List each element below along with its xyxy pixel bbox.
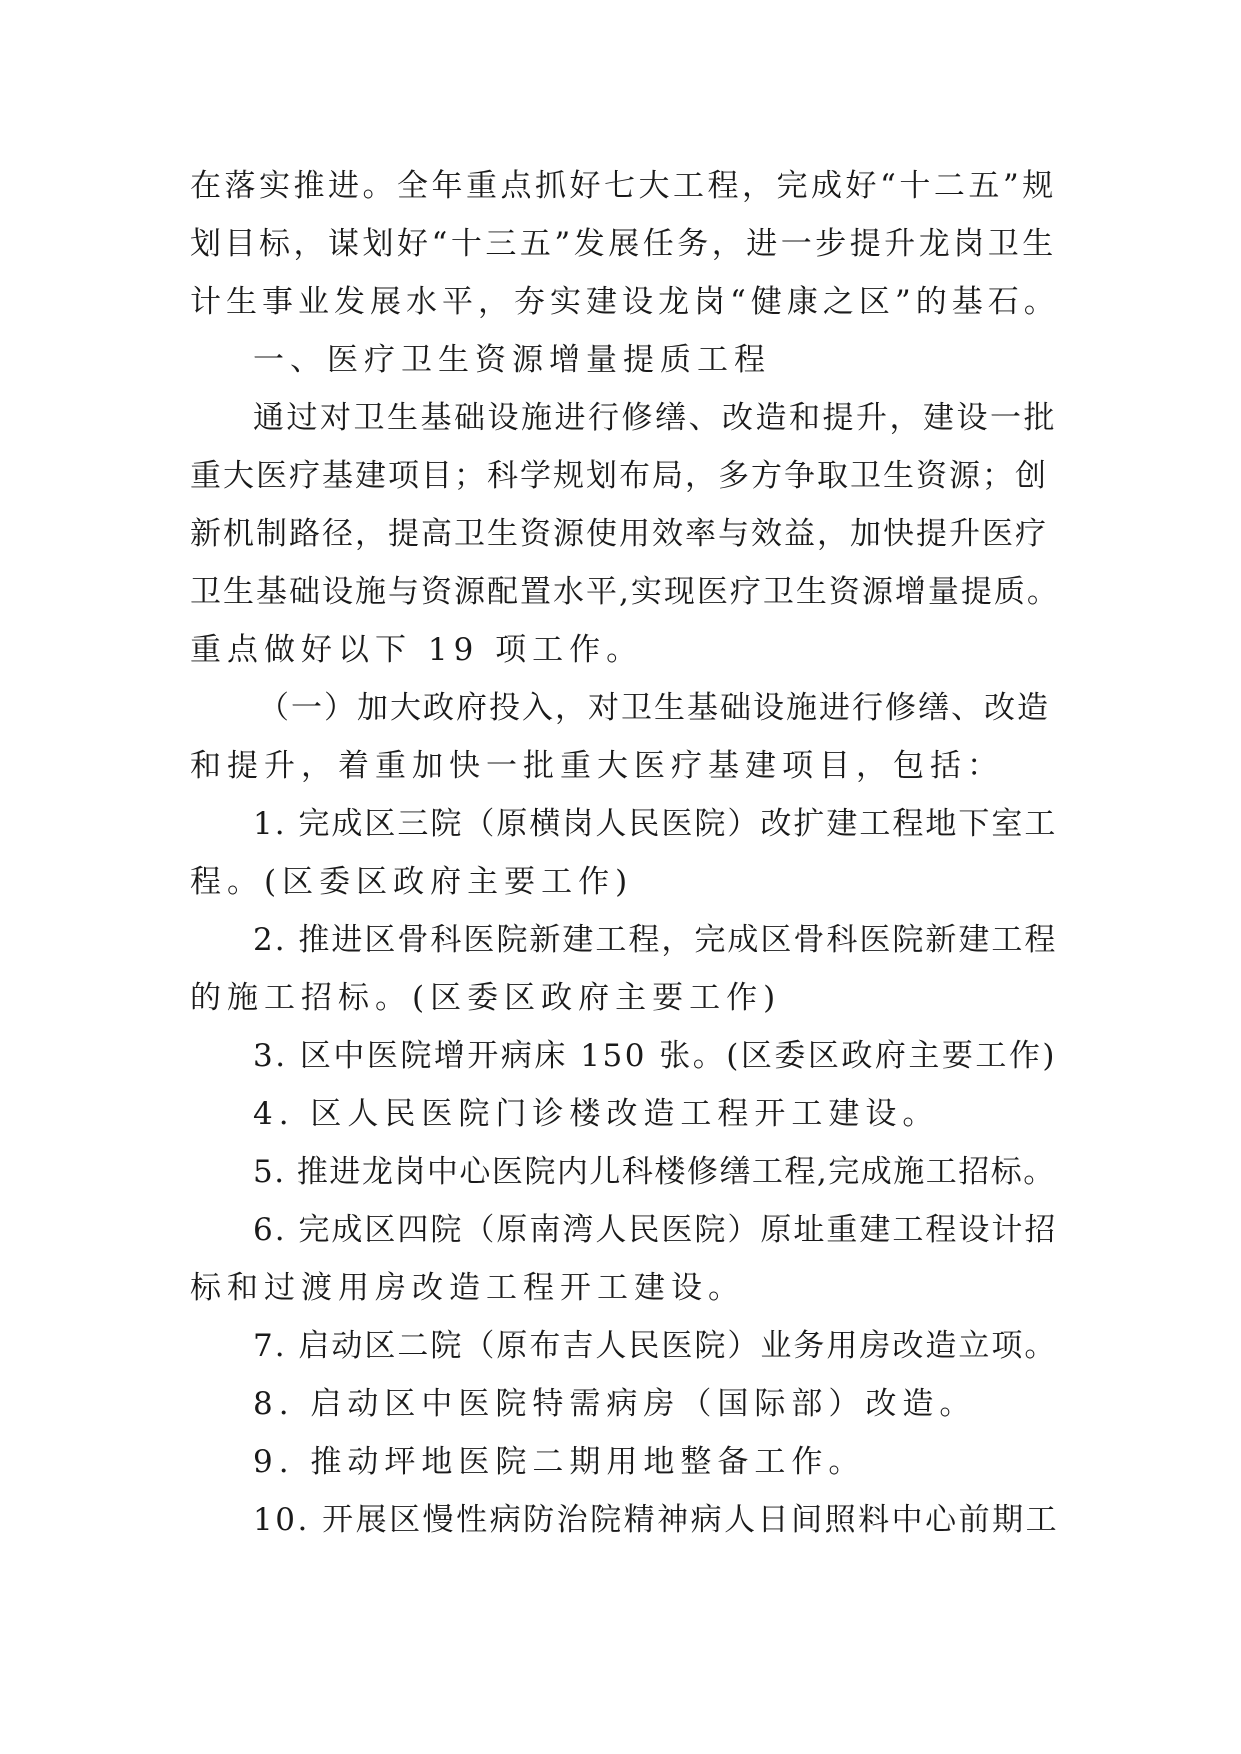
list-item: 3. 区中医院增开病床 150 张。(区委区政府主要工作) (253, 1038, 1057, 1074)
subsection-heading: （一）加大政府投入，对卫生基础设施进行修缮、改造 (258, 690, 1050, 726)
section-heading: 一、医疗卫生资源增量提质工程 (253, 342, 771, 378)
list-item: 9. 推动坪地医院二期用地整备工作。 (253, 1444, 866, 1480)
paragraph-line: 和提升，着重加快一批重大医疗基建项目，包括： (190, 748, 1004, 784)
paragraph-line: 重大医疗基建项目；科学规划布局，多方争取卫生资源；创 (190, 458, 1048, 494)
paragraph-line: 重点做好以下 19 项工作。 (190, 632, 644, 668)
paragraph-line: 在落实推进。全年重点抓好七大工程，完成好“十二五”规 (190, 168, 1057, 204)
list-item: 4. 区人民医院门诊楼改造工程开工建设。 (253, 1096, 940, 1132)
paragraph-line: 新机制路径，提高卫生资源使用效率与效益，加快提升医疗 (190, 516, 1048, 552)
list-item: 10. 开展区慢性病防治院精神病人日间照料中心前期工 (253, 1502, 1060, 1538)
list-item: 2. 推进区骨科医院新建工程，完成区骨科医院新建工程 (253, 922, 1058, 958)
list-item: 1. 完成区三院（原横岗人民医院）改扩建工程地下室工 (253, 806, 1058, 842)
list-item-continuation: 的施工招标。(区委区政府主要工作) (190, 980, 782, 1016)
list-item: 7. 启动区二院（原布吉人民医院）业务用房改造立项。 (253, 1328, 1058, 1364)
list-item-continuation: 标和过渡用房改造工程开工建设。 (190, 1270, 745, 1306)
paragraph-line: 通过对卫生基础设施进行修缮、改造和提升，建设一批 (253, 400, 1057, 436)
paragraph-line: 卫生基础设施与资源配置水平,实现医疗卫生资源增量提质。 (190, 574, 1060, 610)
list-item: 6. 完成区四院（原南湾人民医院）原址重建工程设计招 (253, 1212, 1058, 1248)
list-item: 8. 启动区中医院特需病房（国际部）改造。 (253, 1386, 977, 1422)
paragraph-line: 划目标，谋划好“十三五”发展任务，进一步提升龙岗卫生 (190, 226, 1057, 262)
paragraph-line: 计生事业发展水平，夯实建设龙岗“健康之区”的基石。 (190, 284, 1060, 320)
list-item: 5. 推进龙岗中心医院内儿科楼修缮工程,完成施工招标。 (253, 1154, 1056, 1190)
list-item-continuation: 程。(区委区政府主要工作) (190, 864, 634, 900)
